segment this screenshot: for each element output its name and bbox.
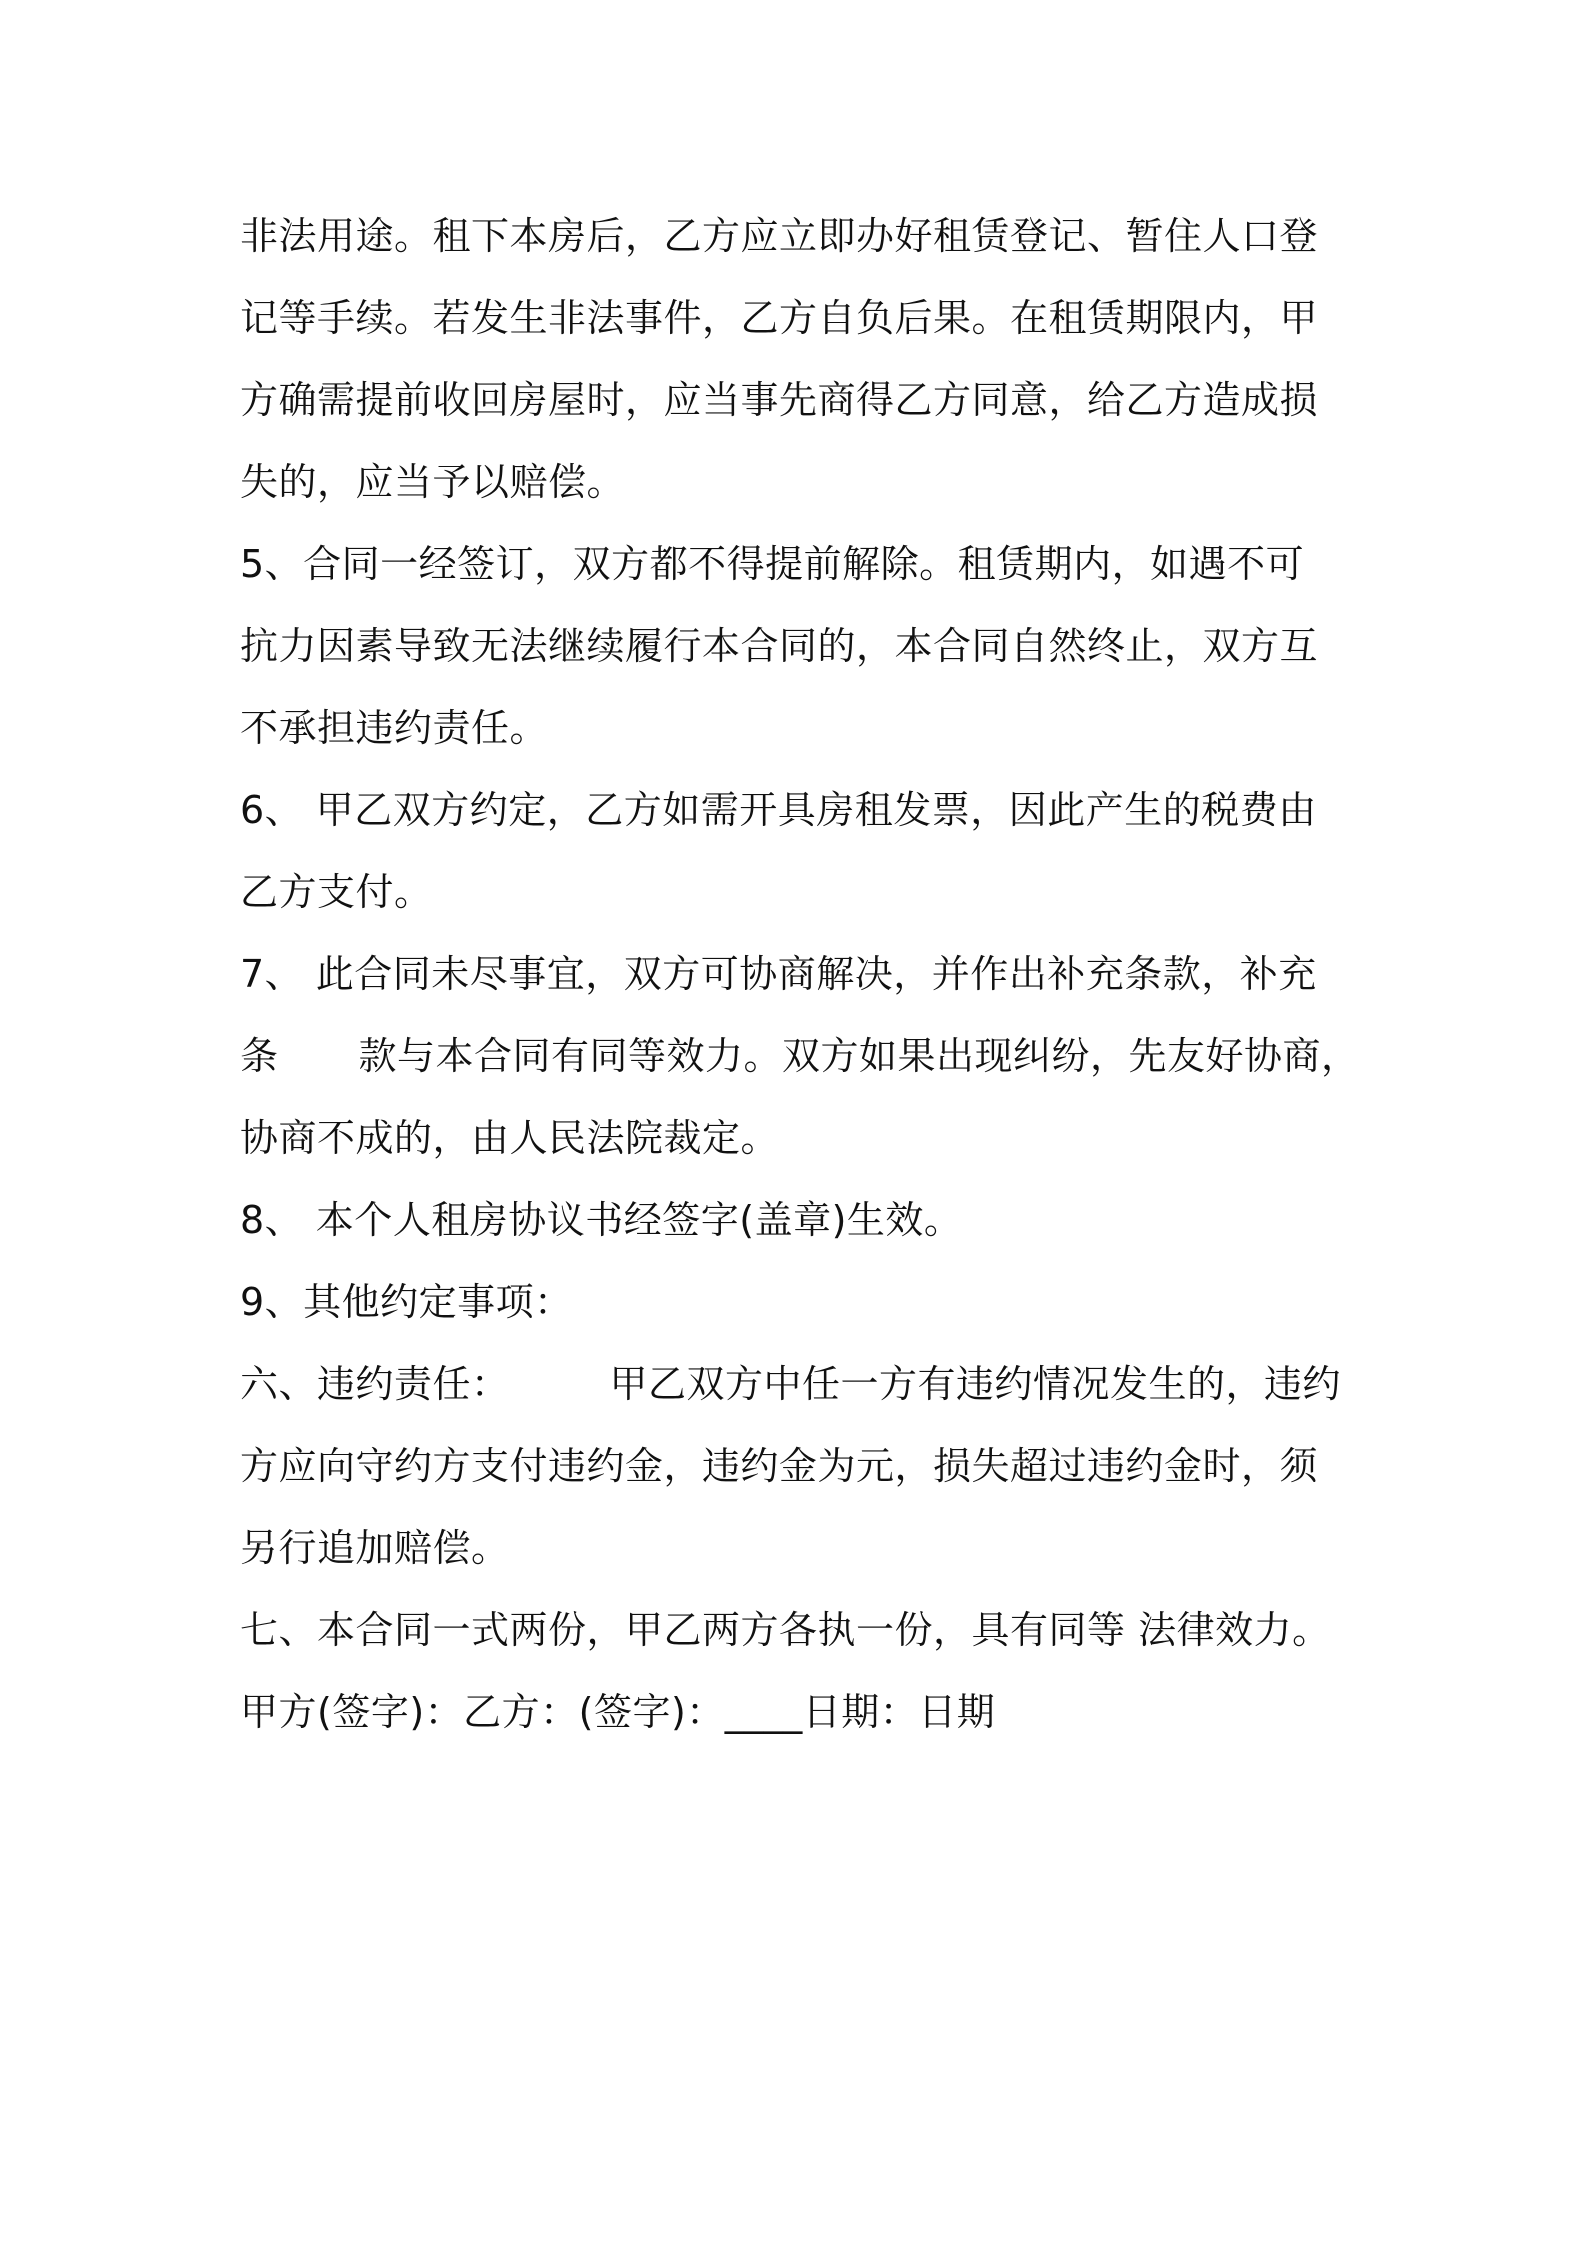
clause-8: 8、 本个人租房协议书经签字(盖章)生效。: [240, 1198, 963, 1242]
clause-5-line-2: 抗力因素导致无法继续履行本合同的，本合同自然终止，双方互: [240, 624, 1319, 668]
section-6-line-3: 另行追加赔偿。: [240, 1526, 510, 1570]
section-6-heading: 六、违约责任：: [240, 1362, 510, 1406]
contract-text: [240, 195, 1370, 1753]
text-line-2: 记等手续。若发生非法事件，乙方自负后果。在租赁期限内，甲: [240, 296, 1319, 340]
clause-5-line-3: 不承担违约责任。: [240, 706, 549, 750]
text-line-3: 方确需提前收回房屋时，应当事先商得乙方同意，给乙方造成损: [240, 378, 1319, 422]
clause-6-line-2: 乙方支付。: [240, 870, 433, 914]
signature-line: 甲方(签字)：乙方：(签字)：____日期：日期: [240, 1690, 996, 1734]
clause-6-line-1: 6、 甲乙双方约定，乙方如需开具房租发票，因此产生的税费由: [240, 788, 1317, 832]
clause-7-line-1: 7、 此合同未尽事宜，双方可协商解决，并作出补充条款，补充: [240, 952, 1317, 996]
section-6-line-1: [240, 1343, 1370, 1425]
clause-7-line-2-rest: 款与本合同有同等效力。双方如果出现纠纷，先友好协商，: [358, 1034, 1360, 1078]
clause-7-line-2: [240, 1015, 1370, 1097]
section-7: 七、本合同一式两份，甲乙两方各执一份，具有同等 法律效力。: [240, 1608, 1331, 1652]
text-line-4: 失的，应当予以赔偿。: [240, 460, 626, 504]
clause-7-line-3: 协商不成的，由人民法院裁定。: [240, 1116, 780, 1160]
section-6-line-2: 方应向守约方支付违约金，违约金为元，损失超过违约金时，须: [240, 1444, 1319, 1488]
clause-5-line-1: 5、合同一经签订，双方都不得提前解除。租赁期内，如遇不可: [240, 542, 1305, 586]
section-6-text-start: 甲乙双方中任一方有违约情况发生的，违约: [609, 1362, 1342, 1406]
clause-9: 9、其他约定事项：: [240, 1280, 573, 1324]
text-line-1: 非法用途。租下本房后，乙方应立即办好租赁登记、暂住人口登: [240, 214, 1319, 258]
clause-7-line-2-start: 条: [240, 1034, 279, 1078]
